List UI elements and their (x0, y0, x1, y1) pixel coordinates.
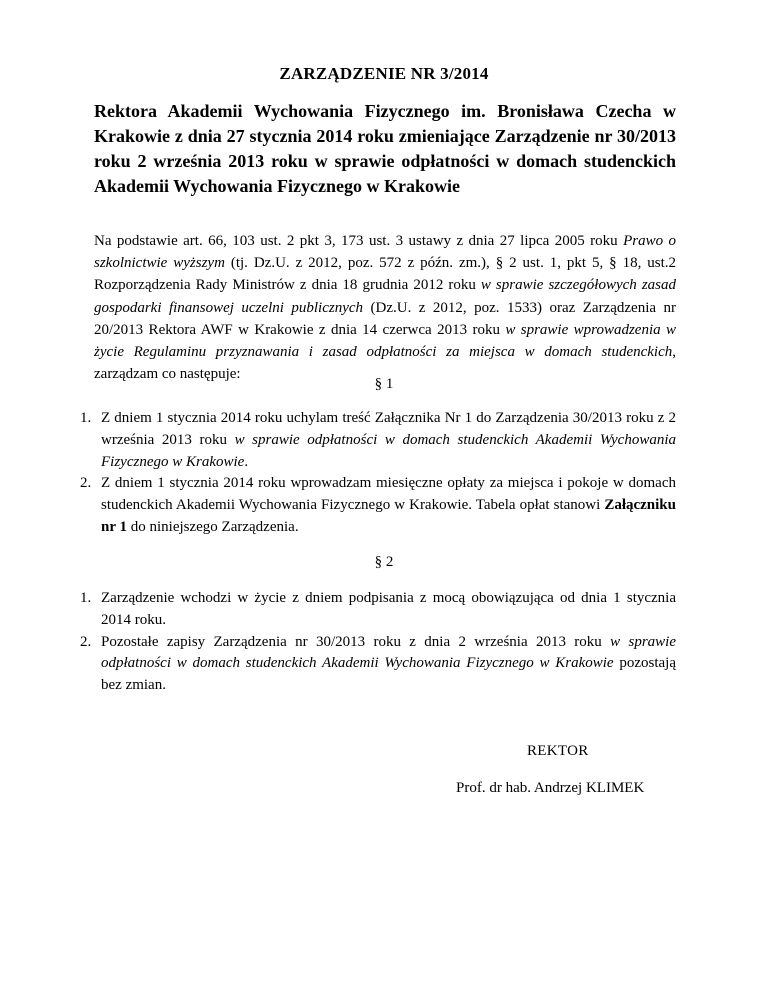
preamble-italic-2: w sprawie szczegółowych zasad gospodarki finansowej uczelni publicznych (94, 277, 676, 316)
list-item-number: 2. (80, 475, 92, 492)
list-item-after: . (244, 453, 249, 470)
list-item-text: Z dniem 1 stycznia 2014 roku wprowadzam miesięczne opłaty za miejsca i pokoje w domach studenckich Akademii Wychowania Fizycznego w Krakowie. Tabela opłat stanowi (101, 475, 676, 514)
list-item-after: pozostają bez zmian. (101, 655, 676, 694)
preamble-italic-1: Prawo o szkolnictwie wyższym (94, 233, 676, 272)
preamble-paragraph (94, 230, 676, 385)
preamble-italic-3: w sprawie wprowadzenia w życie Regulaminu przyznawania i zasad odpłatności za miejsca w domach studenckich (94, 321, 677, 361)
signature-role: REKTOR (527, 743, 589, 759)
list-item-bold: Załączniku nr 1 (101, 497, 676, 535)
preamble-text-2: (tj. Dz.U. z 2012, poz. 572 z późn. zm.), § 2 ust. 1, pkt 5, § 18, ust.2 Rozporządzenia Rady Ministrów z dnia 18 grudnia 2012 roku (94, 255, 677, 294)
list-item-text: Z dniem 1 stycznia 2014 roku uchylam treść Załącznika Nr 1 do Zarządzenia 30/2013 roku z 2 września 2013 roku (101, 410, 676, 448)
preamble-text-1: Na podstawie art. 66, 103 ust. 2 pkt 3, 173 ust. 3 ustawy z dnia 27 lipca 2005 roku (94, 233, 624, 249)
list-item-text: Zarządzenie wchodzi w życie z dniem podpisania z mocą obowiązująca od dnia 1 stycznia 2014 roku. (101, 590, 676, 628)
section-1-mark: § 1 (374, 376, 394, 392)
list-item (80, 588, 676, 632)
list-item (80, 473, 676, 538)
section-2-mark: § 2 (374, 554, 394, 570)
document-subtitle: Rektora Akademii Wychowania Fizycznego im. Bronisława Czecha w Krakowie z dnia 27 stycznia 2014 roku zmieniające Zarządzenie nr 30/2013 roku 2 września 2013 roku w sprawie odpłatności w domach studenckich Akademii Wychowania Fizycznego w Krakowie (94, 101, 676, 196)
section-1-list (80, 408, 676, 539)
list-item (80, 632, 676, 697)
document-title: ZARZĄDZENIE NR 3/2014 (279, 64, 489, 83)
list-item (80, 408, 676, 473)
list-item-text: Pozostałe zapisy Zarządzenia nr 30/2013 roku z dnia 2 września 2013 roku (101, 633, 611, 650)
list-item-number: 1. (80, 410, 92, 426)
list-item-italic: w sprawie odpłatności w domach studenckich Akademii Wychowania Fizycznego w Krakowie (101, 431, 676, 470)
preamble-text-3: (Dz.U. z 2012, poz. 1533) oraz Zarządzenia nr 20/2013 Rektora AWF w Krakowie z dnia 14 czerwca 2013 roku (94, 299, 676, 338)
list-item-number: 1. (80, 590, 92, 606)
list-item-number: 2. (80, 633, 92, 650)
list-item-after: do niniejszego Zarządzenia. (126, 518, 299, 535)
list-item-italic: w sprawie odpłatności w domach studenckich Akademii Wychowania Fizycznego w Krakowie (101, 633, 676, 672)
section-2-list (80, 588, 676, 697)
signature-name: Prof. dr hab. Andrzej KLIMEK (456, 780, 645, 796)
preamble-text-4: , zarządzam co następuje: (94, 344, 676, 383)
